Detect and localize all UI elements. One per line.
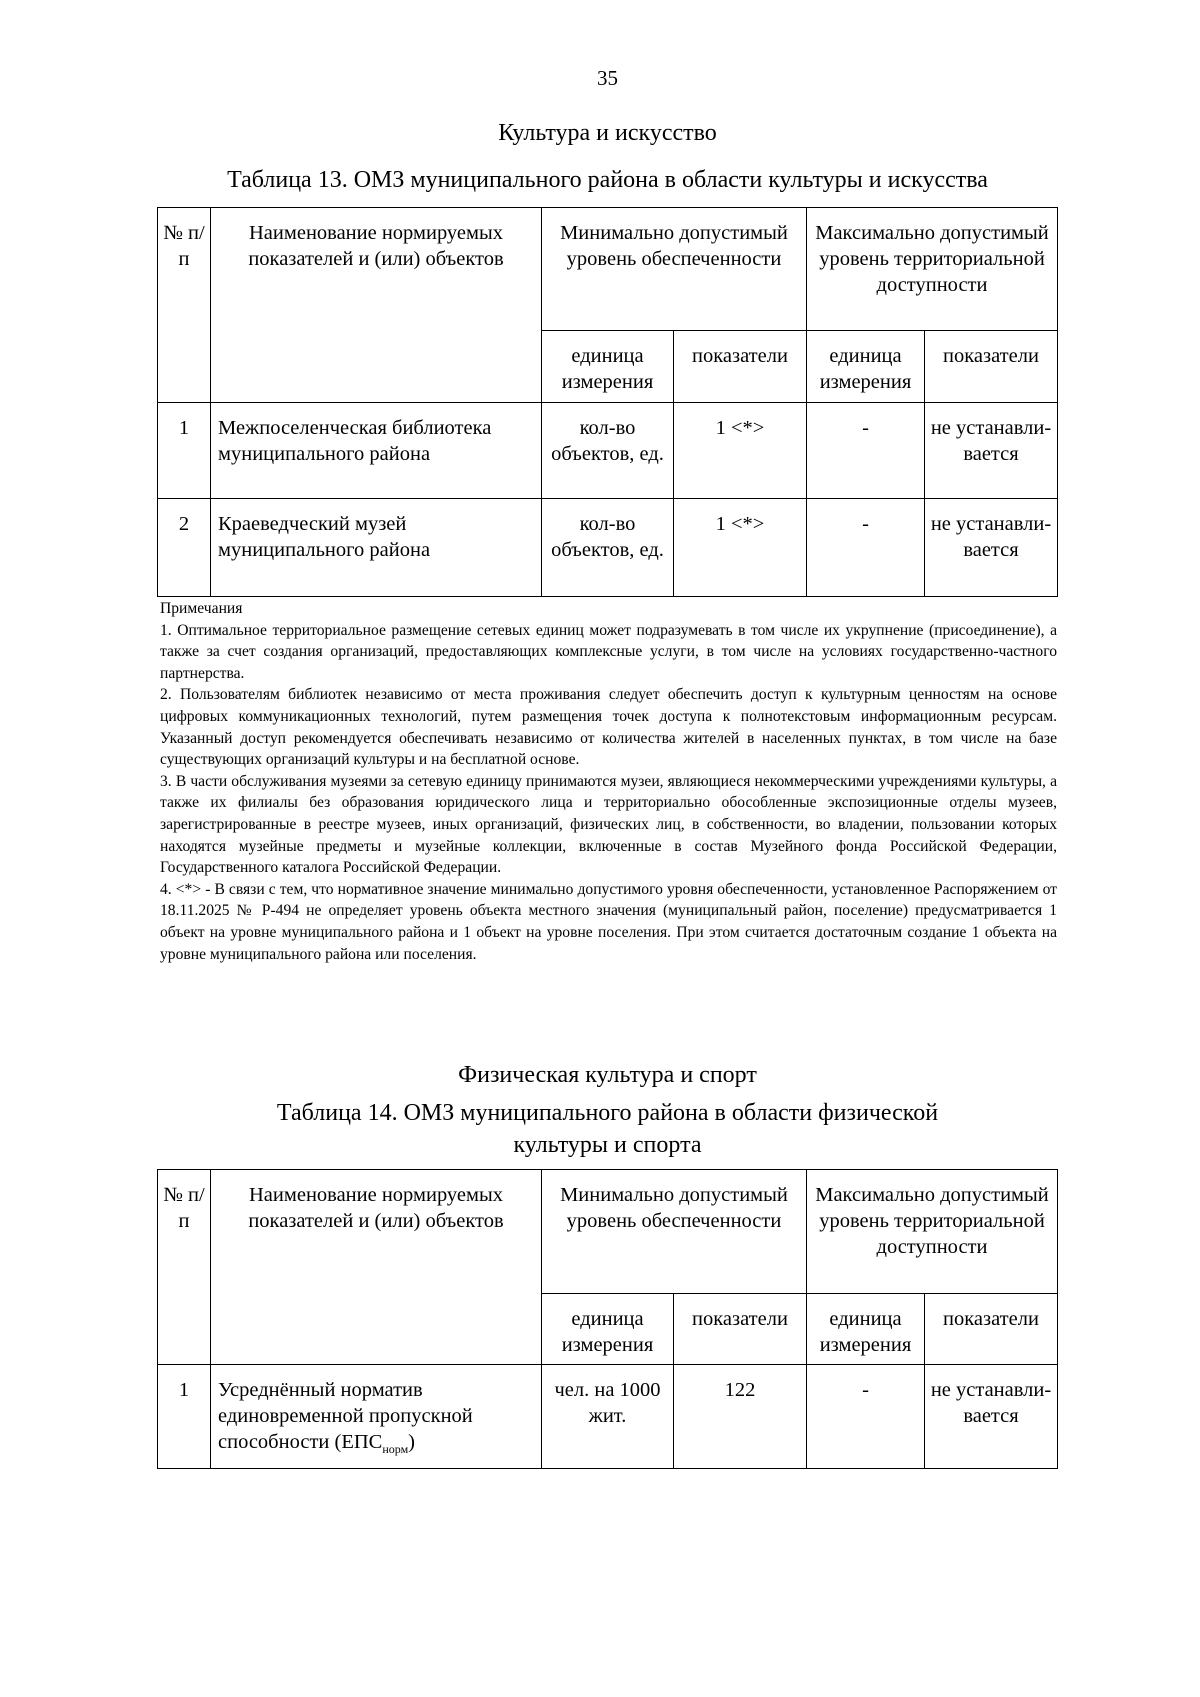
note-3: 3. В части обслуживания музеями за сетевую единицу принимаются музеи, являющиеся некоммерческими учреждениями культуры, а также их филиалы без образования юридического лица и территориально обособленные экспозиционные отделы музеев, зарегистрированные в реестре музеев, иных организаций, физических лиц, в собственности, во владении, пользовании которых находятся музейные предметы и музейные коллекции, включенные в состав Музейного фонда Российской Федерации, Государственного каталога Российской Федерации. [160, 772, 1057, 877]
row-name-text: Усреднённый норматив единовременной пропускной способности (ЕПС [218, 1379, 473, 1453]
notes-title: Примечания [160, 600, 243, 617]
table-14-title-line2: культуры и спорта [513, 1132, 702, 1158]
row-name: Краеведческий музей муниципального района [211, 499, 542, 597]
table-13-title: Таблица 13. ОМЗ муниципального района в области культуры и искусства [227, 167, 988, 193]
row-name-subscript: норм [382, 1442, 409, 1457]
table-14-title-line1: Таблица 14. ОМЗ муниципального района в области физической [276, 1100, 939, 1126]
header-max-level: Максимально допустимый уровень территориальной доступности [807, 208, 1058, 331]
row-num: 1 [158, 403, 211, 499]
table-row [158, 1365, 1058, 1469]
row-min-unit: кол-во объектов, ед. [542, 499, 674, 597]
header-min-level: Минимально допустимый уровень обеспеченности [542, 208, 807, 331]
header-min-unit: единица измерения [542, 1294, 674, 1365]
header-max-indicators: показатели [925, 1294, 1058, 1365]
header-max-level: Максимально допустимый уровень территориальной доступности [807, 1170, 1058, 1294]
row-min-unit: чел. на 1000 жит. [542, 1365, 674, 1469]
header-name: Наименование нормируемых показателей и (или) объектов [211, 1170, 542, 1365]
row-name-end: ) [408, 1431, 415, 1453]
note-1: 1. Оптимальное территориальное размещение сетевых единиц может подразумевать в том числе их укрупнение (присоединение), а также за счет создания организаций, предоставляющих комплексные услуги, в том числе на условиях государственно-частного партнерства. [160, 621, 1057, 682]
table-13 [157, 207, 1058, 597]
row-num: 1 [158, 1365, 211, 1469]
note-2: 2. Пользователям библиотек независимо от места проживания следует обеспечить доступ к культурным ценностям на основе цифровых коммуникационных технологий, путем размещения точек доступа к полнотекстовым информационным ресурсам. Указанный доступ рекомендуется обеспечивать независимо от количества жителей в населенных пунктах, в том числе на базе существующих организаций культуры и на бесплатной основе. [160, 686, 1057, 769]
table-14 [157, 1169, 1058, 1469]
section-heading-sport: Физическая культура и спорт [458, 1062, 757, 1088]
row-num: 2 [158, 499, 211, 597]
table-row [158, 403, 1058, 499]
row-min-value: 1 <*> [674, 403, 807, 499]
row-max-unit: - [807, 499, 925, 597]
header-min-indicators: показатели [674, 331, 807, 403]
header-name: Наименование нормируемых показателей и (или) объектов [211, 208, 542, 403]
row-max-value: не устанавли-вается [925, 1365, 1058, 1469]
row-max-value: не устанавли-вается [925, 499, 1058, 597]
header-min-unit: единица измерения [542, 331, 674, 403]
note-4: 4. <*> - В связи с тем, что нормативное значение минимально допустимого уровня обеспеченности, установленное Распоряжением от 18.11.2025 № Р-494 не определяет уровень объекта местного значения (муниципальный район, поселение) предусматривается 1 объект на уровне муниципального района и 1 объект на уровне поселения. При этом считается достаточным создание 1 объекта на уровне муниципального района или поселения. [160, 880, 1057, 963]
header-num: № п/п [158, 1170, 211, 1365]
row-max-value: не устанавли-вается [925, 403, 1058, 499]
row-max-unit: - [807, 403, 925, 499]
row-max-unit: - [807, 1365, 925, 1469]
header-max-unit: единица измерения [807, 1294, 925, 1365]
section-heading-culture: Культура и искусство [498, 120, 717, 146]
table-row [158, 499, 1058, 597]
notes [160, 598, 1057, 965]
row-name [211, 1365, 542, 1469]
row-min-unit: кол-во объектов, ед. [542, 403, 674, 499]
header-min-indicators: показатели [674, 1294, 807, 1365]
header-num: № п/п [158, 208, 211, 403]
row-min-value: 122 [674, 1365, 807, 1469]
page-number: 35 [597, 66, 618, 90]
header-min-level: Минимально допустимый уровень обеспеченности [542, 1170, 807, 1294]
header-max-unit: единица измерения [807, 331, 925, 403]
header-max-indicators: показатели [925, 331, 1058, 403]
row-min-value: 1 <*> [674, 499, 807, 597]
row-name: Межпоселенческая библиотека муниципального района [211, 403, 542, 499]
